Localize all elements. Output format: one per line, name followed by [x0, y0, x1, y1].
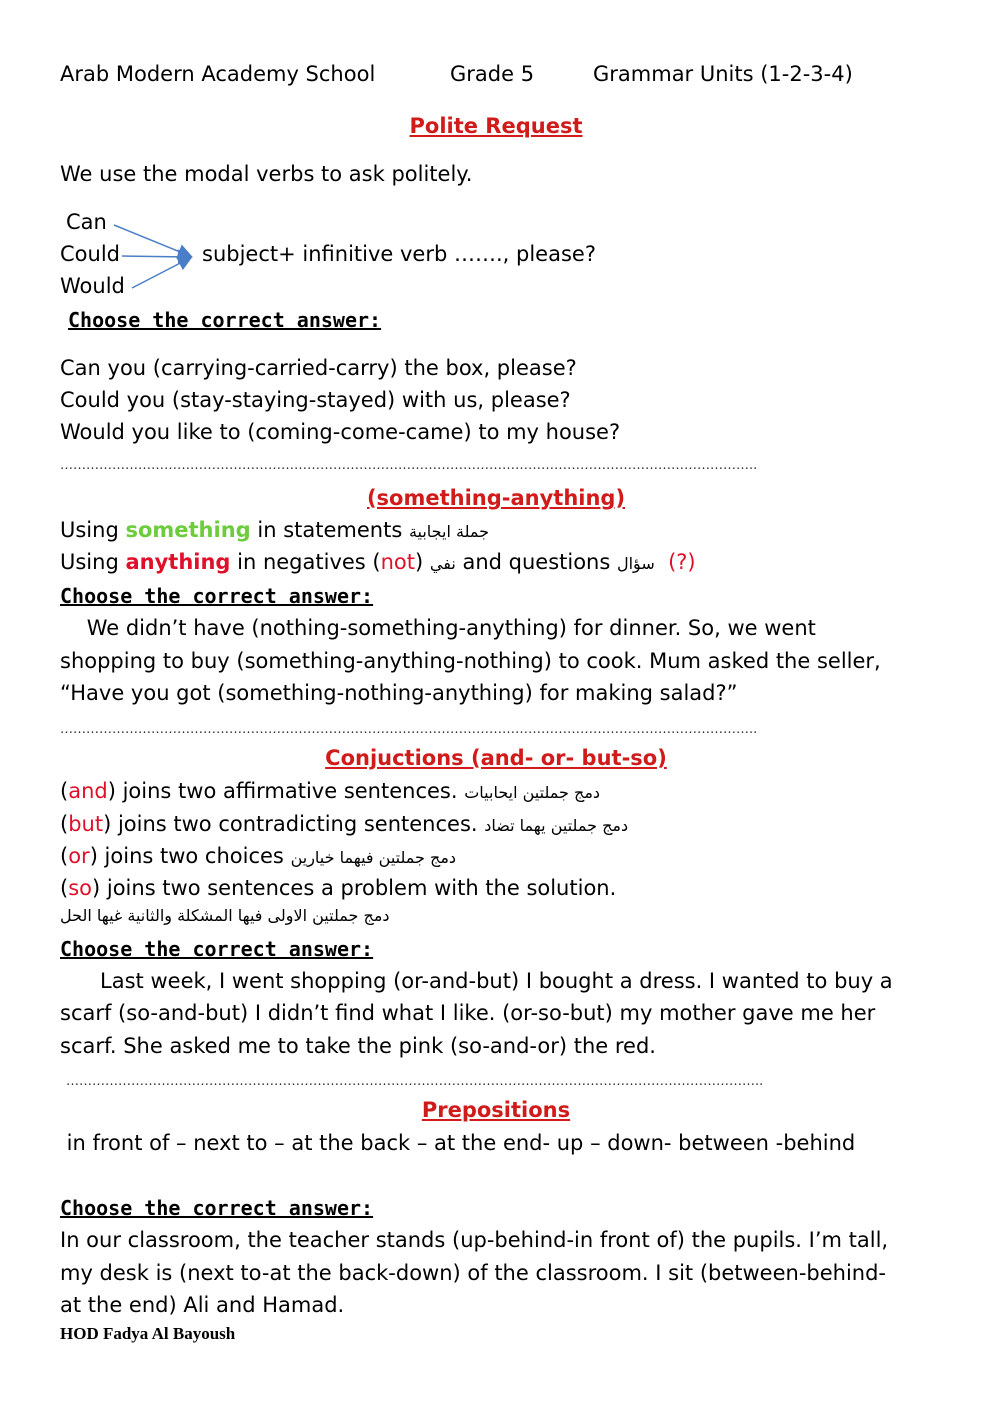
prep-choose-heading: Choose the correct answer: — [60, 1196, 374, 1220]
conj-rule-and: (and) joins two affirmative sentences. دمج جملتين ايحابيات — [60, 779, 601, 803]
rule-text: Using — [60, 518, 126, 542]
keyword-or: or — [68, 844, 90, 868]
keyword-and: and — [68, 779, 108, 803]
keyword-so: so — [68, 876, 92, 900]
prep-para-line-2: my desk is (next to-at the back-down) of the classroom. I sit (between-behind- — [60, 1261, 887, 1285]
rule-text: and questions — [455, 550, 617, 574]
conj-choose-heading: Choose the correct answer: — [60, 937, 374, 961]
keyword-anything: anything — [125, 550, 231, 574]
separator-1: …………………………………………………………………………………………………………………………………………….. — [60, 458, 758, 473]
something-para-line-2: shopping to buy (something-anything-nothing) to cook. Mum asked the seller, — [60, 649, 881, 673]
rule-text: in statements — [250, 518, 409, 542]
polite-question-2: Could you (stay-staying-stayed) with us, please? — [60, 388, 571, 412]
arrow-could — [122, 256, 190, 257]
modal-arrows — [108, 216, 204, 296]
keyword-not: not — [380, 550, 416, 574]
arabic-note: دمج جملتين الاولى فيها المشكلة والثانية غيها الحل — [60, 906, 390, 925]
arabic-note: دمج جملتين يهما تضاد — [484, 816, 629, 835]
prep-para-line-3: at the end) Ali and Hamad. — [60, 1293, 345, 1317]
polite-question-3: Would you like to (coming-come-came) to my house? — [60, 420, 621, 444]
modal-can: Can — [66, 210, 107, 234]
something-para-line-1: We didn’t have (nothing-something-anything) for dinner. So, we went — [60, 616, 816, 640]
rule-text: ) joins two contradicting sentences. — [103, 812, 485, 836]
modal-would: Would — [60, 274, 125, 298]
arabic-note: سؤال — [616, 554, 655, 573]
prep-para-line-1: In our classroom, the teacher stands (up-behind-in front of) the pupils. I’m tall, — [60, 1228, 889, 1252]
polite-question-1: Can you (carrying-carried-carry) the box, please? — [60, 356, 577, 380]
rule-text: Using — [60, 550, 126, 574]
modal-structure: subject+ infinitive verb ……., please? — [202, 242, 596, 266]
conjunctions-title: Conjuctions (and- or- but-so) — [325, 746, 667, 770]
rule-text: ) joins two sentences a problem with the solution. — [92, 876, 617, 900]
arabic-note: دمج جملتين ايحابيات — [464, 783, 601, 802]
conj-para-line-1: Last week, I went shopping (or-and-but) I bought a dress. I wanted to buy a — [60, 969, 893, 993]
arabic-note: نفي — [429, 554, 456, 573]
keyword-but: but — [68, 812, 104, 836]
conj-arabic-note — [60, 902, 390, 930]
page-header — [60, 62, 853, 86]
rule-text: ) joins two choices — [89, 844, 291, 868]
prepositions-list: in front of – next to – at the back – at the end- up – down- between -behind — [60, 1131, 856, 1155]
arabic-note: دمج جملتين فيهما خيارين — [290, 848, 457, 867]
arrow-would — [132, 258, 190, 288]
conj-rule-so: (so) joins two sentences a problem with the solution. — [60, 876, 617, 900]
conj-rule-but: (but) joins two contradicting sentences. دمج جملتين يهما تضاد — [60, 812, 629, 836]
something-rule — [60, 514, 489, 548]
rule-text: ) — [415, 550, 430, 574]
anything-rule — [60, 546, 696, 580]
rule-text: ) joins two affirmative sentences. — [107, 779, 465, 803]
grade-label: Grade 5 — [450, 62, 535, 86]
conj-rule-or: (or) joins two choices دمج جملتين فيهما خيارين — [60, 844, 457, 868]
arrow-can — [114, 225, 190, 256]
modal-could: Could — [60, 242, 120, 266]
something-para-line-3: “Have you got (something-nothing-anything) for making salad?” — [60, 681, 738, 705]
rule-text: in negatives ( — [230, 550, 381, 574]
something-choose-heading: Choose the correct answer: — [60, 584, 374, 608]
conj-para-line-2: scarf (so-and-but) I didn’t find what I like. (or-so-but) my mother gave me her — [60, 1001, 876, 1025]
separator-2: …………………………………………………………………………………………………………………………………………….. — [60, 722, 758, 737]
footer-signature: HOD Fadya Al Bayoush — [60, 1324, 236, 1343]
something-anything-title: (something-anything) — [366, 486, 626, 510]
polite-choose-heading: Choose the correct answer: — [68, 308, 382, 332]
conj-para-line-3: scarf. She asked me to take the pink (so-and-or) the red. — [60, 1034, 656, 1058]
polite-intro: We use the modal verbs to ask politely. — [60, 162, 473, 186]
polite-request-title: Polite Request — [409, 114, 583, 138]
prepositions-title: Prepositions — [421, 1098, 571, 1122]
arabic-note: جملة ايجابية — [408, 522, 489, 541]
separator-3: …………………………………………………………………………………………………………………………………………….. — [66, 1074, 764, 1089]
units-label: Grammar Units (1-2-3-4) — [593, 62, 853, 86]
keyword-something: something — [125, 518, 251, 542]
school-name: Arab Modern Academy School — [60, 62, 376, 86]
question-mark-label: (?) — [668, 550, 696, 574]
